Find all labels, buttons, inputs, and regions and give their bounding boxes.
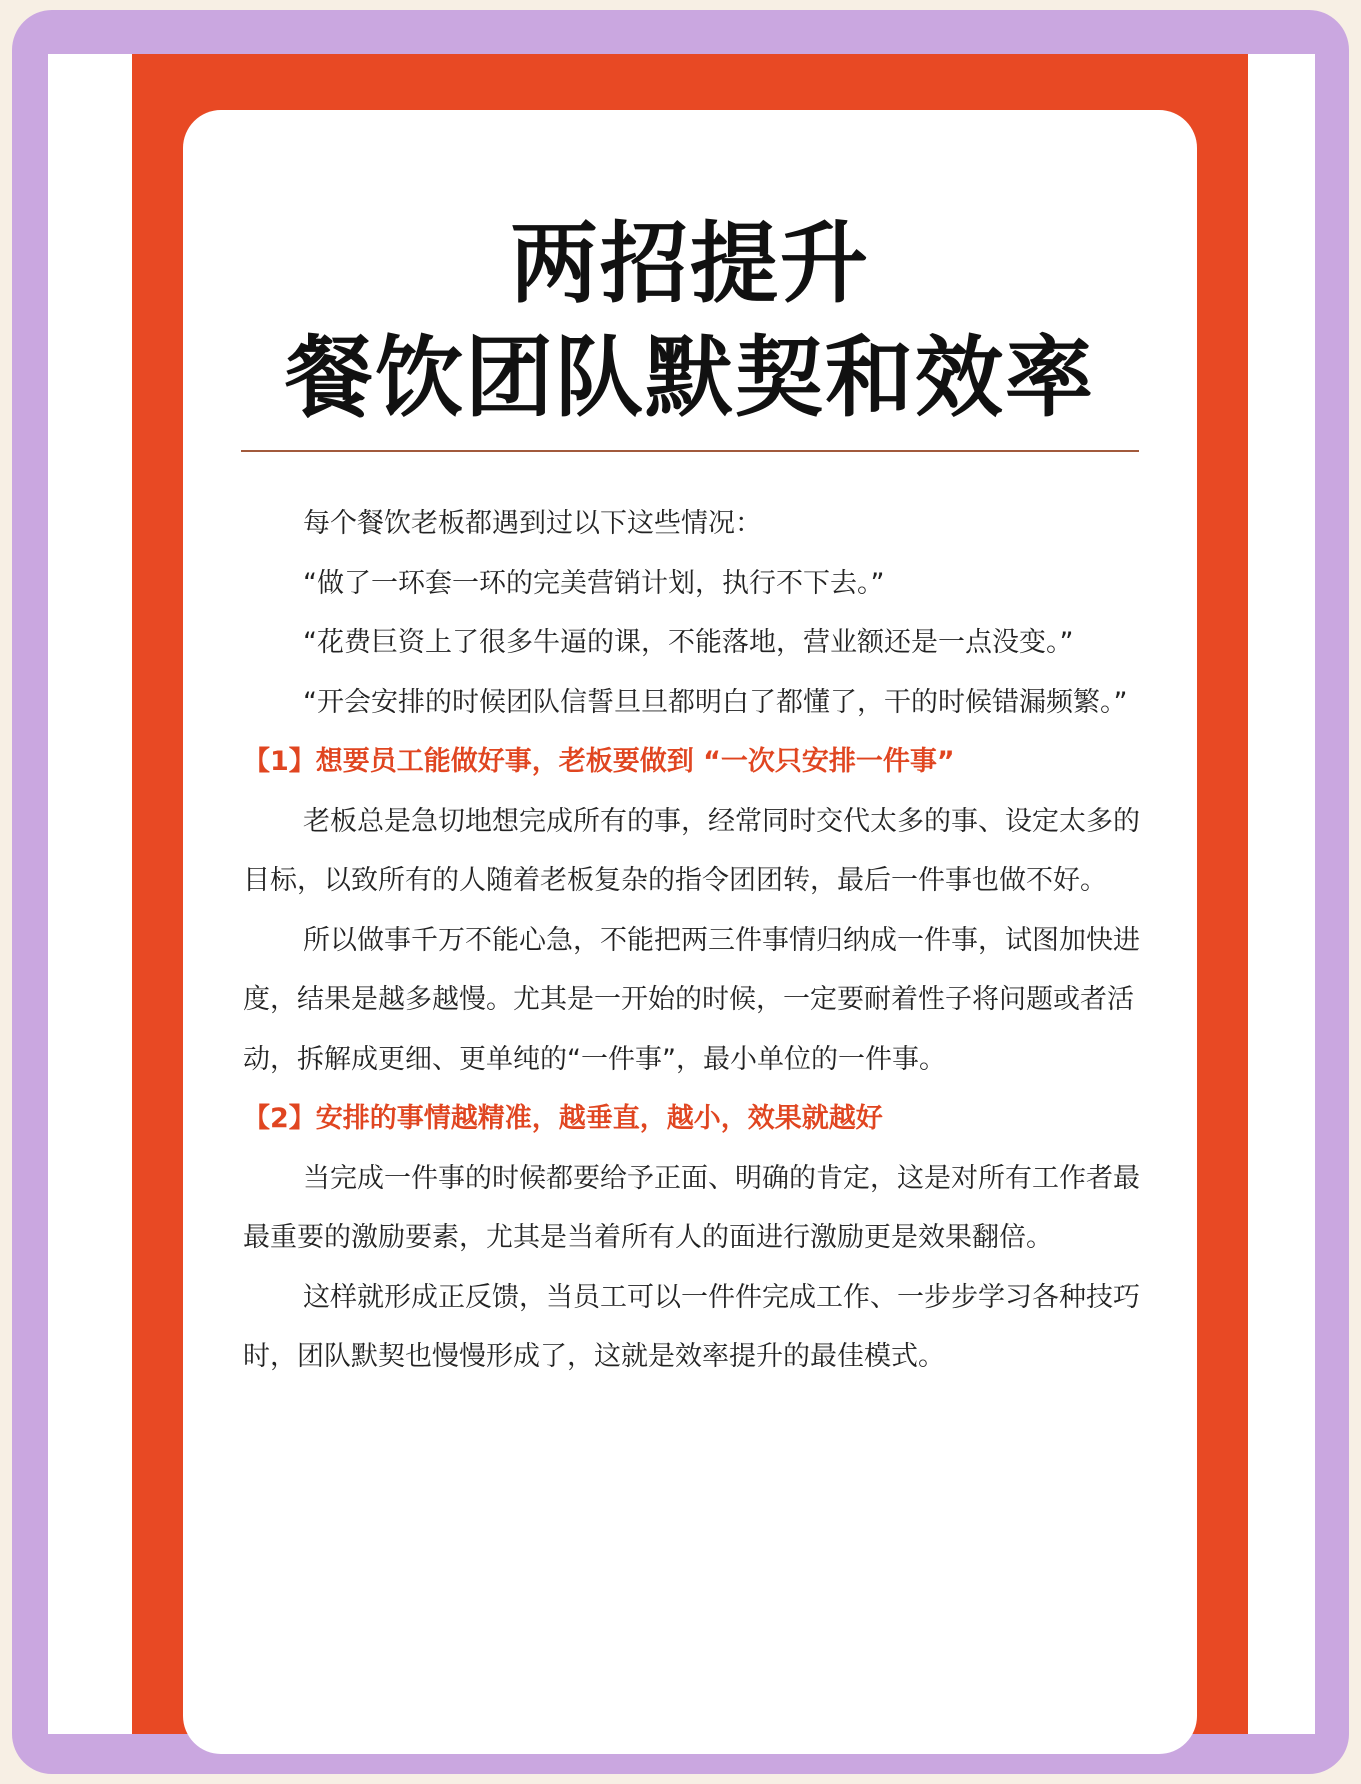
section-1-heading: 【1】想要员工能做好事，老板要做到 “一次只安排一件事”	[243, 746, 955, 777]
section-2-paragraph: 当完成一件事的时候都要给予正面、明确的肯定，这是对所有工作者最最重要的激励要素，尤其是当着所有人的面进行激励更是效果翻倍。	[243, 1162, 1140, 1253]
section-1-paragraph: 老板总是急切地想完成所有的事，经常同时交代太多的事、设定太多的目标，以致所有的人随着老板复杂的指令团团转，最后一件事也做不好。	[243, 805, 1140, 896]
title-line-2: 餐饮团队默契和效率	[284, 326, 1095, 429]
intro-paragraph: 每个餐饮老板都遇到过以下这些情况：	[303, 508, 762, 539]
article-card	[183, 110, 1197, 1754]
title-line-1: 两招提升	[509, 212, 870, 315]
quote-paragraph: “花费巨资上了很多牛逼的课，不能落地，营业额还是一点没变。”	[303, 627, 1074, 658]
quote-paragraph: “做了一环套一环的完美营销计划，执行不下去。”	[303, 567, 885, 599]
article-body	[243, 494, 1141, 1387]
section-2-heading: 【2】安排的事情越精准，越垂直，越小，效果就越好	[243, 1103, 883, 1134]
section-1-paragraph: 所以做事千万不能心急，不能把两三件事情归纳成一件事，试图加快进度，结果是越多越慢。尤其是一开始的时候，一定要耐着性子将问题或者活动，拆解成更细、更单纯的“一件事”，最小单位的一件事。	[243, 924, 1140, 1075]
section-2-paragraph: 这样就形成正反馈，当员工可以一件件完成工作、一步步学习各种技巧时，团队默契也慢慢形成了，这就是效率提升的最佳模式。	[243, 1281, 1140, 1372]
title-divider	[241, 450, 1139, 452]
quote-paragraph: “开会安排的时候团队信誓旦旦都明白了都懂了，干的时候错漏频繁。”	[303, 686, 1128, 718]
